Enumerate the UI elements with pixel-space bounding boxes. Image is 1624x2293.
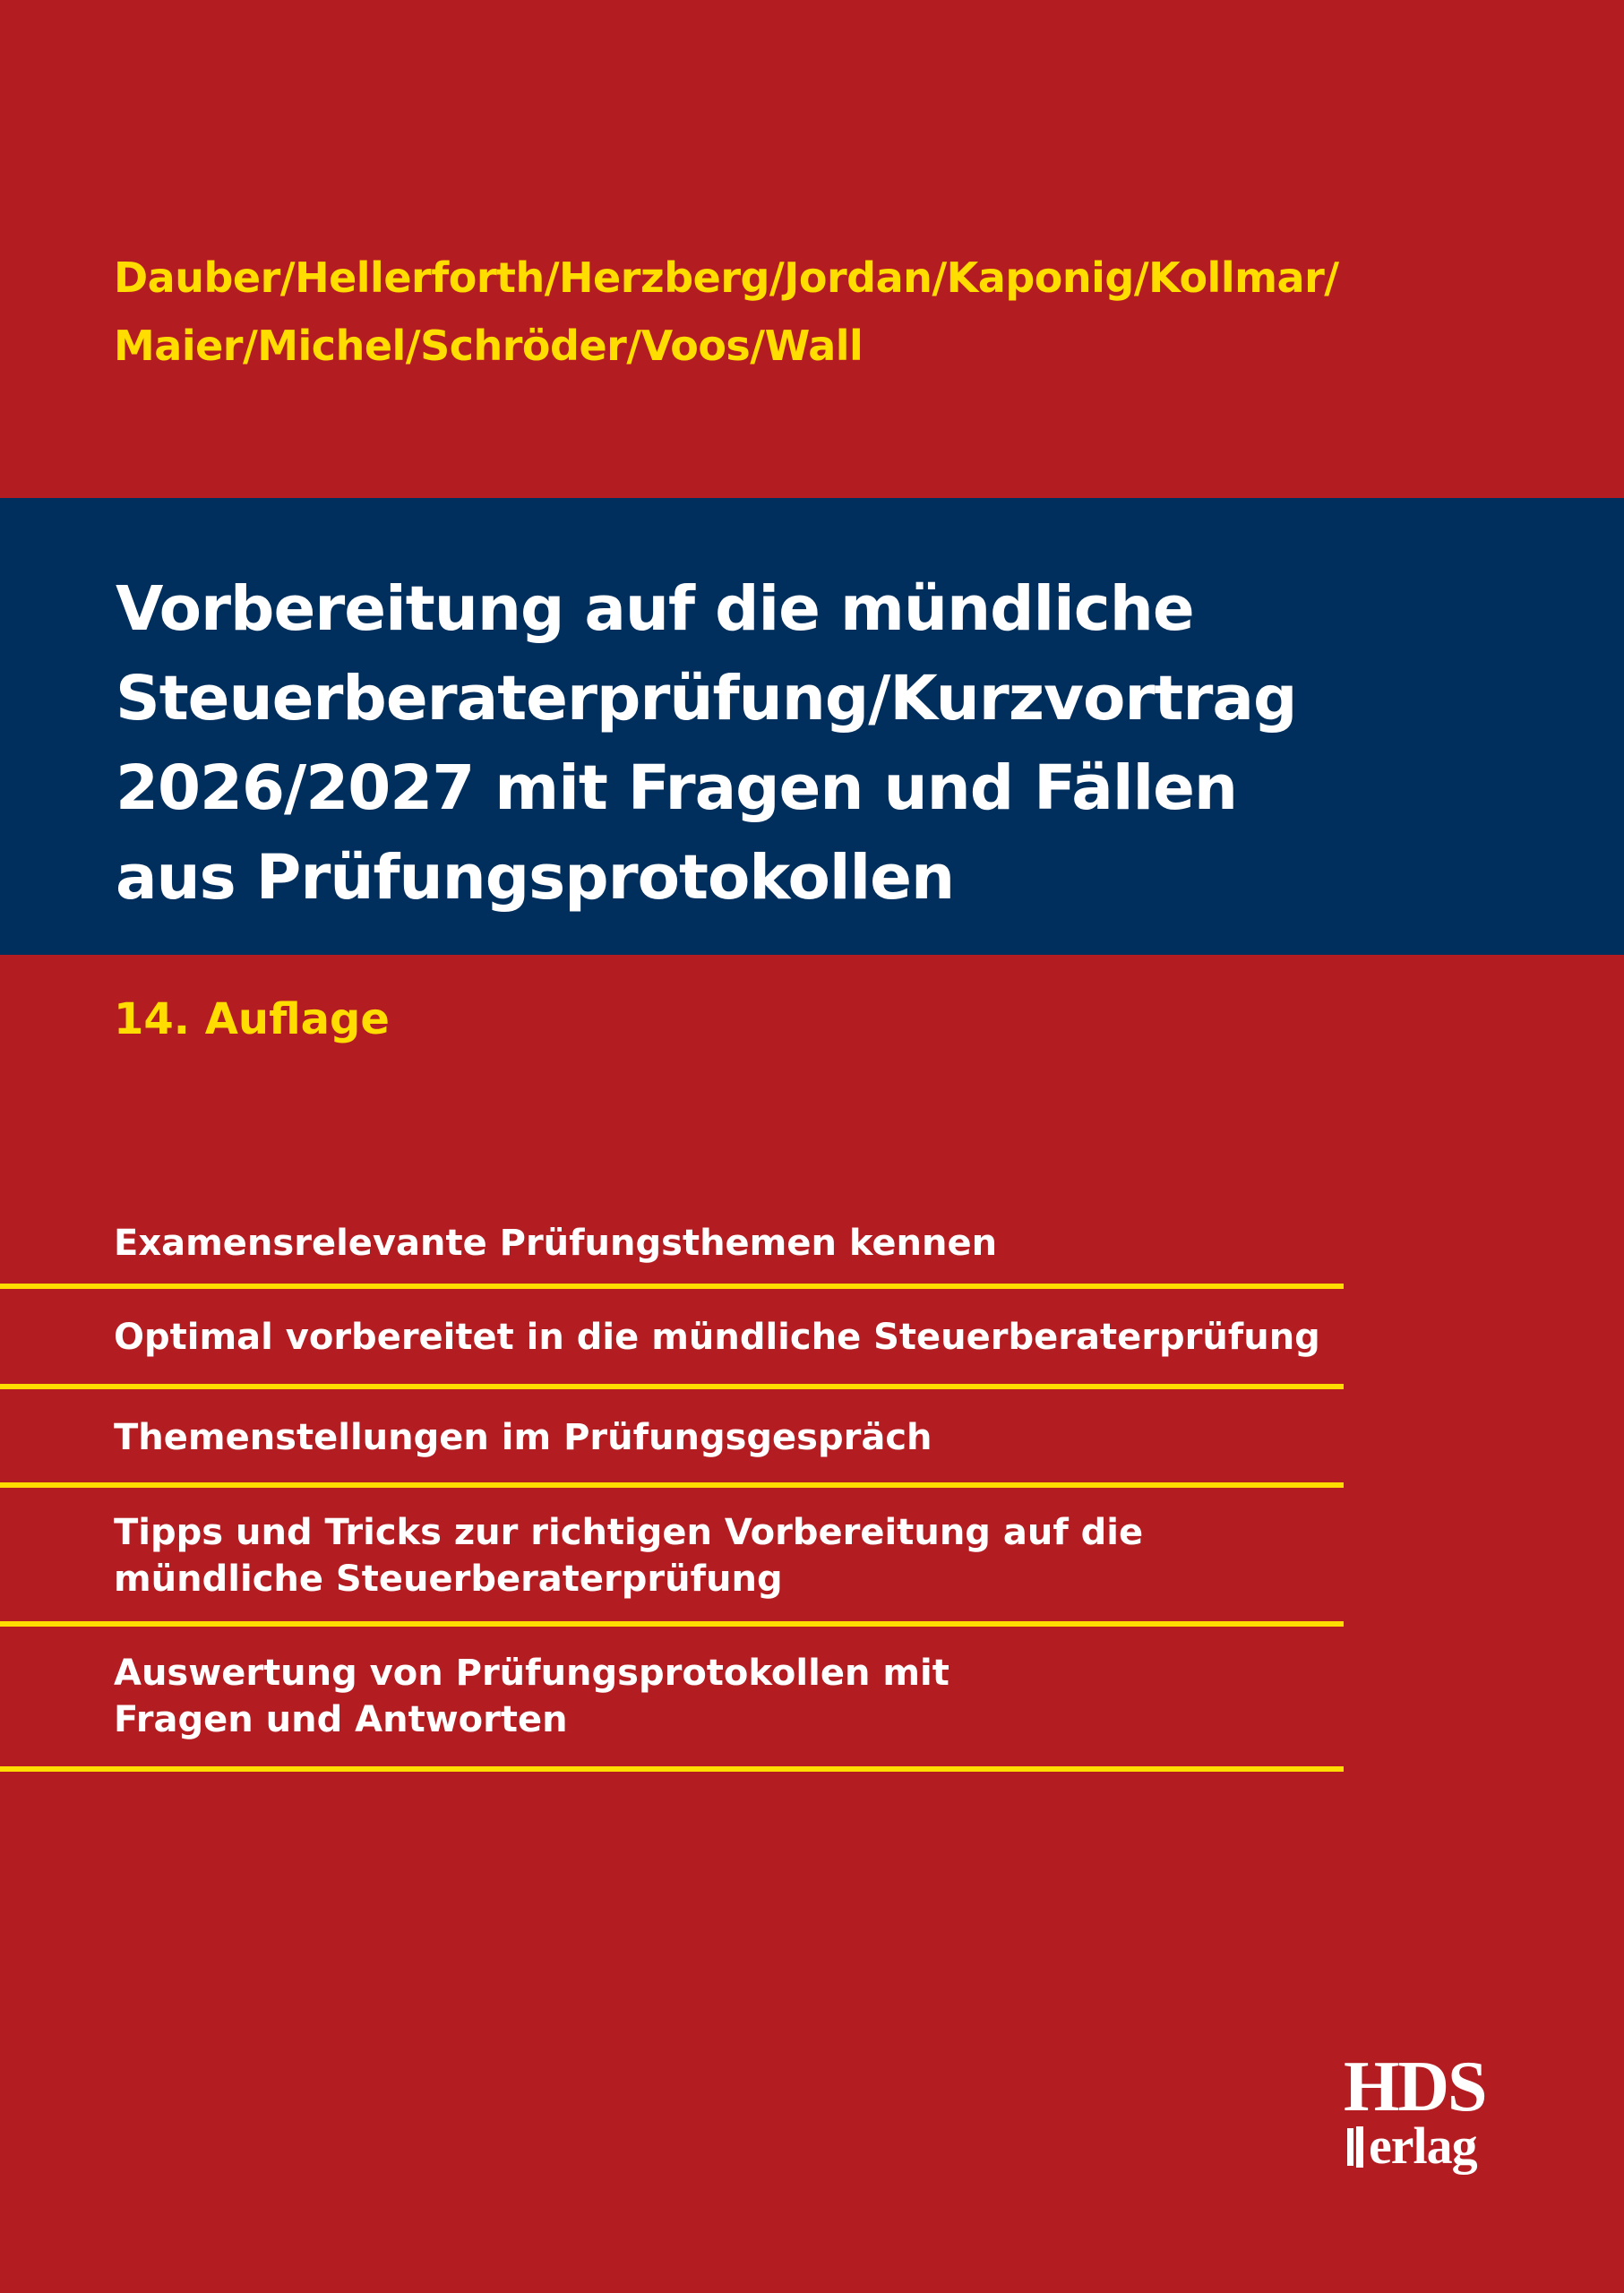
publisher-logo-verlag: erlag	[1369, 2117, 1477, 2175]
feature-item	[0, 1488, 1344, 1627]
feature-item	[0, 1389, 1344, 1488]
title-line-4: aus Prüfungsprotokollen	[116, 842, 955, 914]
feature-text: Tipps und Tricks zur richtigen Vorbereitung auf die	[114, 1512, 1144, 1553]
publisher-logo	[1344, 2048, 1505, 2177]
title-line-1: Vorbereitung auf die mündliche	[116, 573, 1194, 645]
feature-text: Fragen und Antworten	[114, 1699, 568, 1740]
feature-text: Optimal vorbereitet in die mündliche Steuerberaterprüfung	[114, 1317, 1320, 1358]
publisher-logo-hds: HDS	[1344, 2048, 1486, 2126]
feature-text: Themenstellungen im Prüfungsgespräch	[114, 1417, 932, 1458]
feature-text: mündliche Steuerberaterprüfung	[114, 1559, 783, 1600]
title-line-3: 2026/2027 mit Fragen und Fällen	[116, 752, 1238, 824]
author-line-2: Maier/Michel/Schröder/Voos/Wall	[114, 322, 864, 370]
edition-label: 14. Auflage	[114, 994, 390, 1044]
feature-item	[0, 1289, 1344, 1389]
open-book-icon	[1345, 2126, 1365, 2168]
feature-text: Auswertung von Prüfungsprotokollen mit	[114, 1653, 949, 1694]
feature-item	[0, 1211, 1344, 1289]
feature-item	[0, 1627, 1344, 1772]
feature-text: Examensrelevante Prüfungsthemen kennen	[114, 1223, 998, 1264]
title-line-2: Steuerberaterprüfung/Kurzvortrag	[116, 663, 1297, 734]
author-list	[114, 244, 1547, 380]
feature-list	[0, 1211, 1344, 1772]
author-line-1: Dauber/Hellerforth/Herzberg/Jordan/Kaponig/Kollmar/	[114, 253, 1339, 302]
book-title	[116, 564, 1594, 923]
